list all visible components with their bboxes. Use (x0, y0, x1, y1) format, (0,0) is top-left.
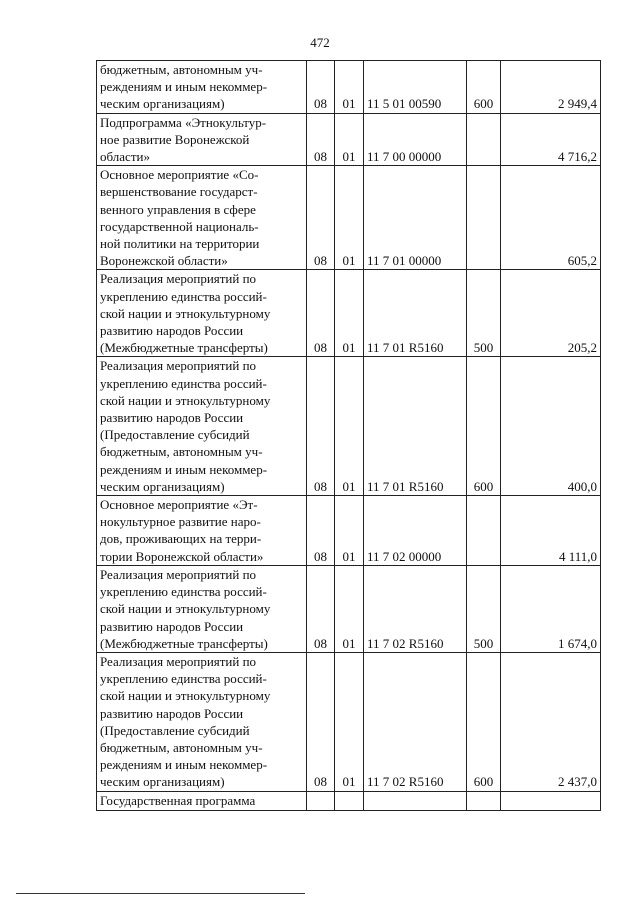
row-description: Реализация мероприятий по укреплению единства россий- ской нации и этнокультурному развитию народов России (Предоставление субсидий бюджетным, автономным уч- реждениям и иным некоммер- ческим организациям) (97, 357, 307, 496)
expense-type-code (467, 113, 501, 166)
subsection-code: 01 (335, 357, 364, 496)
row-description: Основное мероприятие «Со- вершенствование государст- венного управления в сфере государственной националь- ной политики на территории Воронежской области» (97, 166, 307, 270)
section-code: 08 (307, 61, 335, 114)
subsection-code (335, 791, 364, 810)
section-code: 08 (307, 652, 335, 791)
table-row (97, 357, 601, 496)
page-number: 472 (310, 35, 330, 50)
table-row (97, 565, 601, 652)
subsection-code: 01 (335, 565, 364, 652)
table-row (97, 496, 601, 566)
amount: 2 437,0 (501, 652, 601, 791)
table-row (97, 652, 601, 791)
table-row (97, 166, 601, 270)
amount: 605,2 (501, 166, 601, 270)
expense-type-code: 600 (467, 357, 501, 496)
expense-type-code: 600 (467, 652, 501, 791)
table-row (97, 113, 601, 166)
amount: 2 949,4 (501, 61, 601, 114)
footnote-divider (16, 893, 305, 894)
amount (501, 791, 601, 810)
table-row (97, 61, 601, 114)
target-article-code: 11 7 02 00000 (364, 496, 467, 566)
expense-type-code (467, 791, 501, 810)
amount: 4 111,0 (501, 496, 601, 566)
section-code: 08 (307, 270, 335, 357)
row-description: Подпрограмма «Этнокультур- ное развитие Воронежской области» (97, 113, 307, 166)
section-code: 08 (307, 113, 335, 166)
target-article-code: 11 5 01 00590 (364, 61, 467, 114)
subsection-code: 01 (335, 61, 364, 114)
target-article-code (364, 791, 467, 810)
row-description: Основное мероприятие «Эт- нокультурное развитие наро- дов, проживающих на терри- тории Воронежской области» (97, 496, 307, 566)
row-description: Реализация мероприятий по укреплению единства россий- ской нации и этнокультурному развитию народов России (Межбюджетные трансферты) (97, 270, 307, 357)
section-code: 08 (307, 565, 335, 652)
target-article-code: 11 7 00 00000 (364, 113, 467, 166)
subsection-code: 01 (335, 496, 364, 566)
table-row (97, 791, 601, 810)
target-article-code: 11 7 01 R5160 (364, 270, 467, 357)
row-description: Реализация мероприятий по укреплению единства россий- ской нации и этнокультурному развитию народов России (Предоставление субсидий бюджетным, автономным уч- реждениям и иным некоммер- ческим организациям) (97, 652, 307, 791)
section-code: 08 (307, 496, 335, 566)
section-code: 08 (307, 357, 335, 496)
expense-type-code (467, 496, 501, 566)
amount: 1 674,0 (501, 565, 601, 652)
budget-table (96, 60, 601, 811)
table-row (97, 270, 601, 357)
subsection-code: 01 (335, 166, 364, 270)
amount: 400,0 (501, 357, 601, 496)
subsection-code: 01 (335, 113, 364, 166)
amount: 205,2 (501, 270, 601, 357)
target-article-code: 11 7 01 R5160 (364, 357, 467, 496)
section-code: 08 (307, 166, 335, 270)
expense-type-code: 500 (467, 565, 501, 652)
subsection-code: 01 (335, 270, 364, 357)
row-description: Государственная программа (97, 791, 307, 810)
subsection-code: 01 (335, 652, 364, 791)
target-article-code: 11 7 02 R5160 (364, 652, 467, 791)
amount: 4 716,2 (501, 113, 601, 166)
target-article-code: 11 7 01 00000 (364, 166, 467, 270)
target-article-code: 11 7 02 R5160 (364, 565, 467, 652)
expense-type-code: 600 (467, 61, 501, 114)
expense-type-code: 500 (467, 270, 501, 357)
row-description: Реализация мероприятий по укреплению единства россий- ской нации и этнокультурному развитию народов России (Межбюджетные трансферты) (97, 565, 307, 652)
expense-type-code (467, 166, 501, 270)
section-code (307, 791, 335, 810)
row-description: бюджетным, автономным уч- реждениям и иным некоммер- ческим организациям) (97, 61, 307, 114)
